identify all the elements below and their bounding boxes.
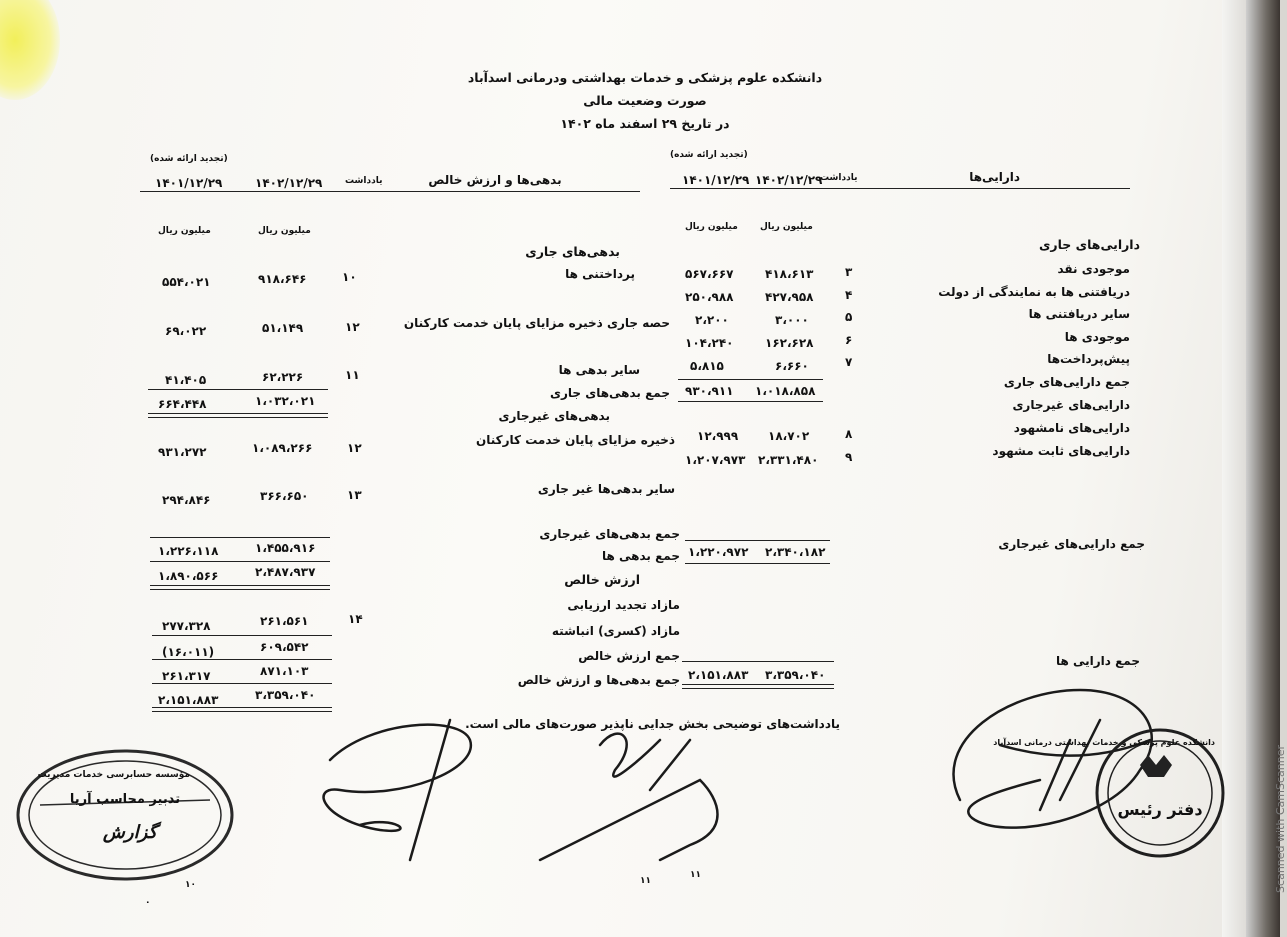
noncurrent-liabilities-title: بدهی‌های غیرجاری [498, 409, 610, 423]
page-mark-d: ۱۱ [640, 876, 651, 886]
noncurrent-liabilities-total-label: جمع بدهی‌های غیرجاری [539, 527, 680, 541]
note-cash: ۳ [845, 265, 853, 279]
restated-note-left: (تجدید ارائه شده) [150, 154, 228, 164]
assets-column-header: دارایی‌ها [969, 170, 1020, 184]
other-liabilities-label: سایر بدهی ها [558, 363, 640, 377]
prepayments-label: پیش‌پرداخت‌ها [1047, 352, 1130, 366]
inventory-label: موجودی ها [1064, 330, 1130, 344]
revaluation-1401: ۲۷۷،۳۲۸ [162, 619, 211, 633]
noncurrent-assets-total-label: جمع دارایی‌های غیرجاری [998, 537, 1145, 551]
gov-receivables-label: دریافتنی ها به نمایندگی از دولت [938, 285, 1130, 299]
current-assets-title: دارایی‌های جاری [1038, 237, 1140, 252]
eos-1402: ۱،۰۸۹،۲۶۶ [252, 441, 313, 455]
liabilities-year-1402: ۱۴۰۲/۱۲/۲۹ [255, 176, 323, 190]
note-prepay: ۷ [845, 355, 853, 369]
current-liabilities-total-label: جمع بدهی‌های جاری [549, 386, 670, 400]
other-rec-1402: ۳،۰۰۰ [775, 313, 809, 327]
eos-1401: ۹۳۱،۲۷۲ [158, 445, 207, 459]
eos-current-1402: ۵۱،۱۴۹ [262, 321, 304, 335]
intangible-label: دارایی‌های نامشهود [1013, 421, 1130, 435]
total-liabilities-label: جمع بدهی ها [602, 549, 680, 563]
liabilities-year-1401: ۱۴۰۱/۱۲/۲۹ [155, 176, 223, 190]
assets-year-1402: ۱۴۰۲/۱۲/۲۹ [755, 173, 823, 187]
accumulated-label: مازاد (کسری) انباشته [551, 624, 680, 638]
other-rec-1401: ۲،۲۰۰ [695, 313, 729, 327]
equity-total-label: جمع ارزش خالص [578, 649, 680, 663]
payables-label: پرداختنی ها [565, 267, 635, 281]
statement-date: در تاریخ ۲۹ اسفند ماه ۱۴۰۲ [560, 116, 730, 131]
statement-title: صورت وضعیت مالی [583, 93, 707, 108]
unit-1401-left: میلیون ریال [158, 226, 211, 236]
intangible-1401: ۱۲،۹۹۹ [697, 429, 739, 443]
liabilities-equity-total-1402: ۳،۳۵۹،۰۴۰ [255, 688, 316, 702]
assets-note-header: یادداشت [820, 173, 858, 183]
liabilities-column-header: بدهی‌ها و ارزش خالص [428, 173, 562, 187]
total-liabilities-1402: ۲،۴۸۷،۹۳۷ [255, 565, 316, 579]
equity-total-1402: ۸۷۱،۱۰۳ [260, 664, 309, 678]
auditor-stamp-report: گزارش [102, 822, 158, 843]
gov-1402: ۴۲۷،۹۵۸ [765, 290, 814, 304]
page-mark-c: ۰ [145, 898, 151, 908]
auditor-stamp-name: تدبیر محاسب آریا [69, 792, 181, 807]
noncurrent-liabilities-total-1401: ۱،۲۲۶،۱۱۸ [158, 544, 219, 558]
liabilities-equity-total-label: جمع بدهی‌ها و ارزش خالص [517, 673, 680, 687]
note-other-rec: ۵ [845, 310, 853, 324]
note-payables: ۱۰ [342, 270, 357, 284]
accumulated-1402: ۶۰۹،۵۴۲ [260, 640, 309, 654]
inventory-1401: ۱۰۴،۲۴۰ [685, 336, 734, 350]
note-other-liabilities: ۱۱ [345, 368, 360, 382]
note-eos: ۱۲ [347, 441, 362, 455]
cash-1401: ۵۶۷،۶۶۷ [685, 267, 734, 281]
eos-current-1401: ۶۹،۰۲۲ [165, 324, 207, 338]
payables-1402: ۹۱۸،۶۴۶ [258, 272, 307, 286]
unit-1401-right: میلیون ریال [685, 222, 738, 232]
noncurrent-liabilities-total-1402: ۱،۴۵۵،۹۱۶ [255, 541, 316, 555]
unit-1402-left: میلیون ریال [258, 226, 311, 236]
note-eos-current: ۱۲ [345, 320, 360, 334]
director-stamp [993, 730, 1223, 856]
unit-1402-right: میلیون ریال [760, 222, 813, 232]
current-liabilities-total-1401: ۶۶۴،۴۴۸ [158, 397, 207, 411]
other-noncurrent-label: سایر بدهی‌ها غیر جاری [537, 482, 675, 496]
eos-current-label: حصه جاری ذخیره مزایای پایان خدمت کارکنان [403, 316, 670, 330]
prepay-1401: ۵،۸۱۵ [690, 359, 724, 373]
note-inventory: ۶ [845, 333, 853, 347]
noncurrent-assets-title: دارایی‌های غیرجاری [1012, 398, 1130, 412]
other-noncurrent-1401: ۲۹۴،۸۴۶ [162, 493, 211, 507]
eos-label: ذخیره مزایای پایان خدمت کارکنان [476, 433, 675, 447]
page-mark-b: ۱۱ [690, 870, 701, 880]
total-assets-1402: ۳،۳۵۹،۰۴۰ [765, 668, 826, 682]
fixed-assets-label: دارایی‌های ثابت مشهود [992, 444, 1130, 458]
director-stamp-center: دفتر رئیس [1117, 800, 1203, 819]
total-assets-1401: ۲،۱۵۱،۸۸۳ [688, 668, 749, 682]
org-name: دانشکده علوم پزشکی و خدمات بهداشتی ودرمانی اسدآباد [467, 70, 823, 85]
current-assets-total-1401: ۹۳۰،۹۱۱ [685, 384, 734, 398]
total-liabilities-1401: ۱،۸۹۰،۵۶۶ [158, 569, 219, 583]
revaluation-label: مازاد تجدید ارزیابی [567, 598, 680, 612]
total-assets-label: جمع دارایی ها [1055, 654, 1140, 668]
equity-title: ارزش خالص [564, 572, 640, 587]
note-revaluation: ۱۴ [348, 612, 363, 626]
camscanner-watermark: Scanned with CamScanner [1274, 745, 1287, 893]
liabilities-equity-total-1401: ۲،۱۵۱،۸۸۳ [158, 693, 219, 707]
intangible-1402: ۱۸،۷۰۲ [768, 429, 810, 443]
director-stamp-ring: دانشکده علوم پزشکی و خدمات بهداشتی درمانی اسدآباد [993, 738, 1215, 747]
page-mark-a: ۱۰ [185, 880, 196, 890]
other-liabilities-1402: ۶۲،۲۲۶ [262, 370, 304, 384]
current-liabilities-title: بدهی‌های جاری [525, 244, 620, 259]
payables-1401: ۵۵۴،۰۲۱ [162, 275, 211, 289]
fixed-1401: ۱،۲۰۷،۹۷۳ [685, 453, 746, 467]
prepay-1402: ۶،۶۶۰ [775, 359, 809, 373]
fixed-1402: ۲،۳۳۱،۴۸۰ [758, 453, 819, 467]
gov-1401: ۲۵۰،۹۸۸ [685, 290, 734, 304]
center-signature [324, 720, 718, 860]
note-fixed: ۹ [845, 450, 853, 464]
accumulated-1401: (۱۶،۰۱۱) [162, 645, 215, 659]
cash-1402: ۴۱۸،۶۱۳ [765, 267, 814, 281]
inventory-1402: ۱۶۲،۶۲۸ [765, 336, 814, 350]
note-other-noncurrent: ۱۳ [347, 488, 362, 502]
auditor-stamp-top: مؤسسه حسابرسی خدمات مدیریت [37, 770, 190, 780]
assets-year-1401: ۱۴۰۱/۱۲/۲۹ [682, 173, 750, 187]
current-liabilities-total-1402: ۱،۰۳۲،۰۲۱ [255, 394, 316, 408]
current-assets-total-1402: ۱،۰۱۸،۸۵۸ [755, 384, 816, 398]
current-assets-total-label: جمع دارایی‌های جاری [1003, 375, 1130, 389]
note-gov: ۴ [845, 288, 853, 302]
restated-note-right: (تجدید ارائه شده) [670, 150, 748, 160]
liabilities-note-header: یادداشت [345, 176, 383, 186]
noncurrent-assets-total-1401: ۱،۲۲۰،۹۷۲ [688, 545, 749, 559]
cash-label: موجودی نقد [1057, 262, 1130, 276]
other-receivables-label: سایر دریافتنی ها [1028, 307, 1130, 321]
other-liabilities-1401: ۴۱،۴۰۵ [165, 373, 207, 387]
revaluation-1402: ۲۶۱،۵۶۱ [260, 614, 309, 628]
equity-total-1401: ۲۶۱،۳۱۷ [162, 669, 211, 683]
noncurrent-assets-total-1402: ۲،۳۴۰،۱۸۲ [765, 545, 826, 559]
footnote: یادداشت‌های توضیحی بخش جدایی ناپذیر صورت‌های مالی است. [465, 717, 840, 731]
note-intangible: ۸ [845, 427, 853, 441]
other-noncurrent-1402: ۳۶۶،۶۵۰ [260, 489, 309, 503]
